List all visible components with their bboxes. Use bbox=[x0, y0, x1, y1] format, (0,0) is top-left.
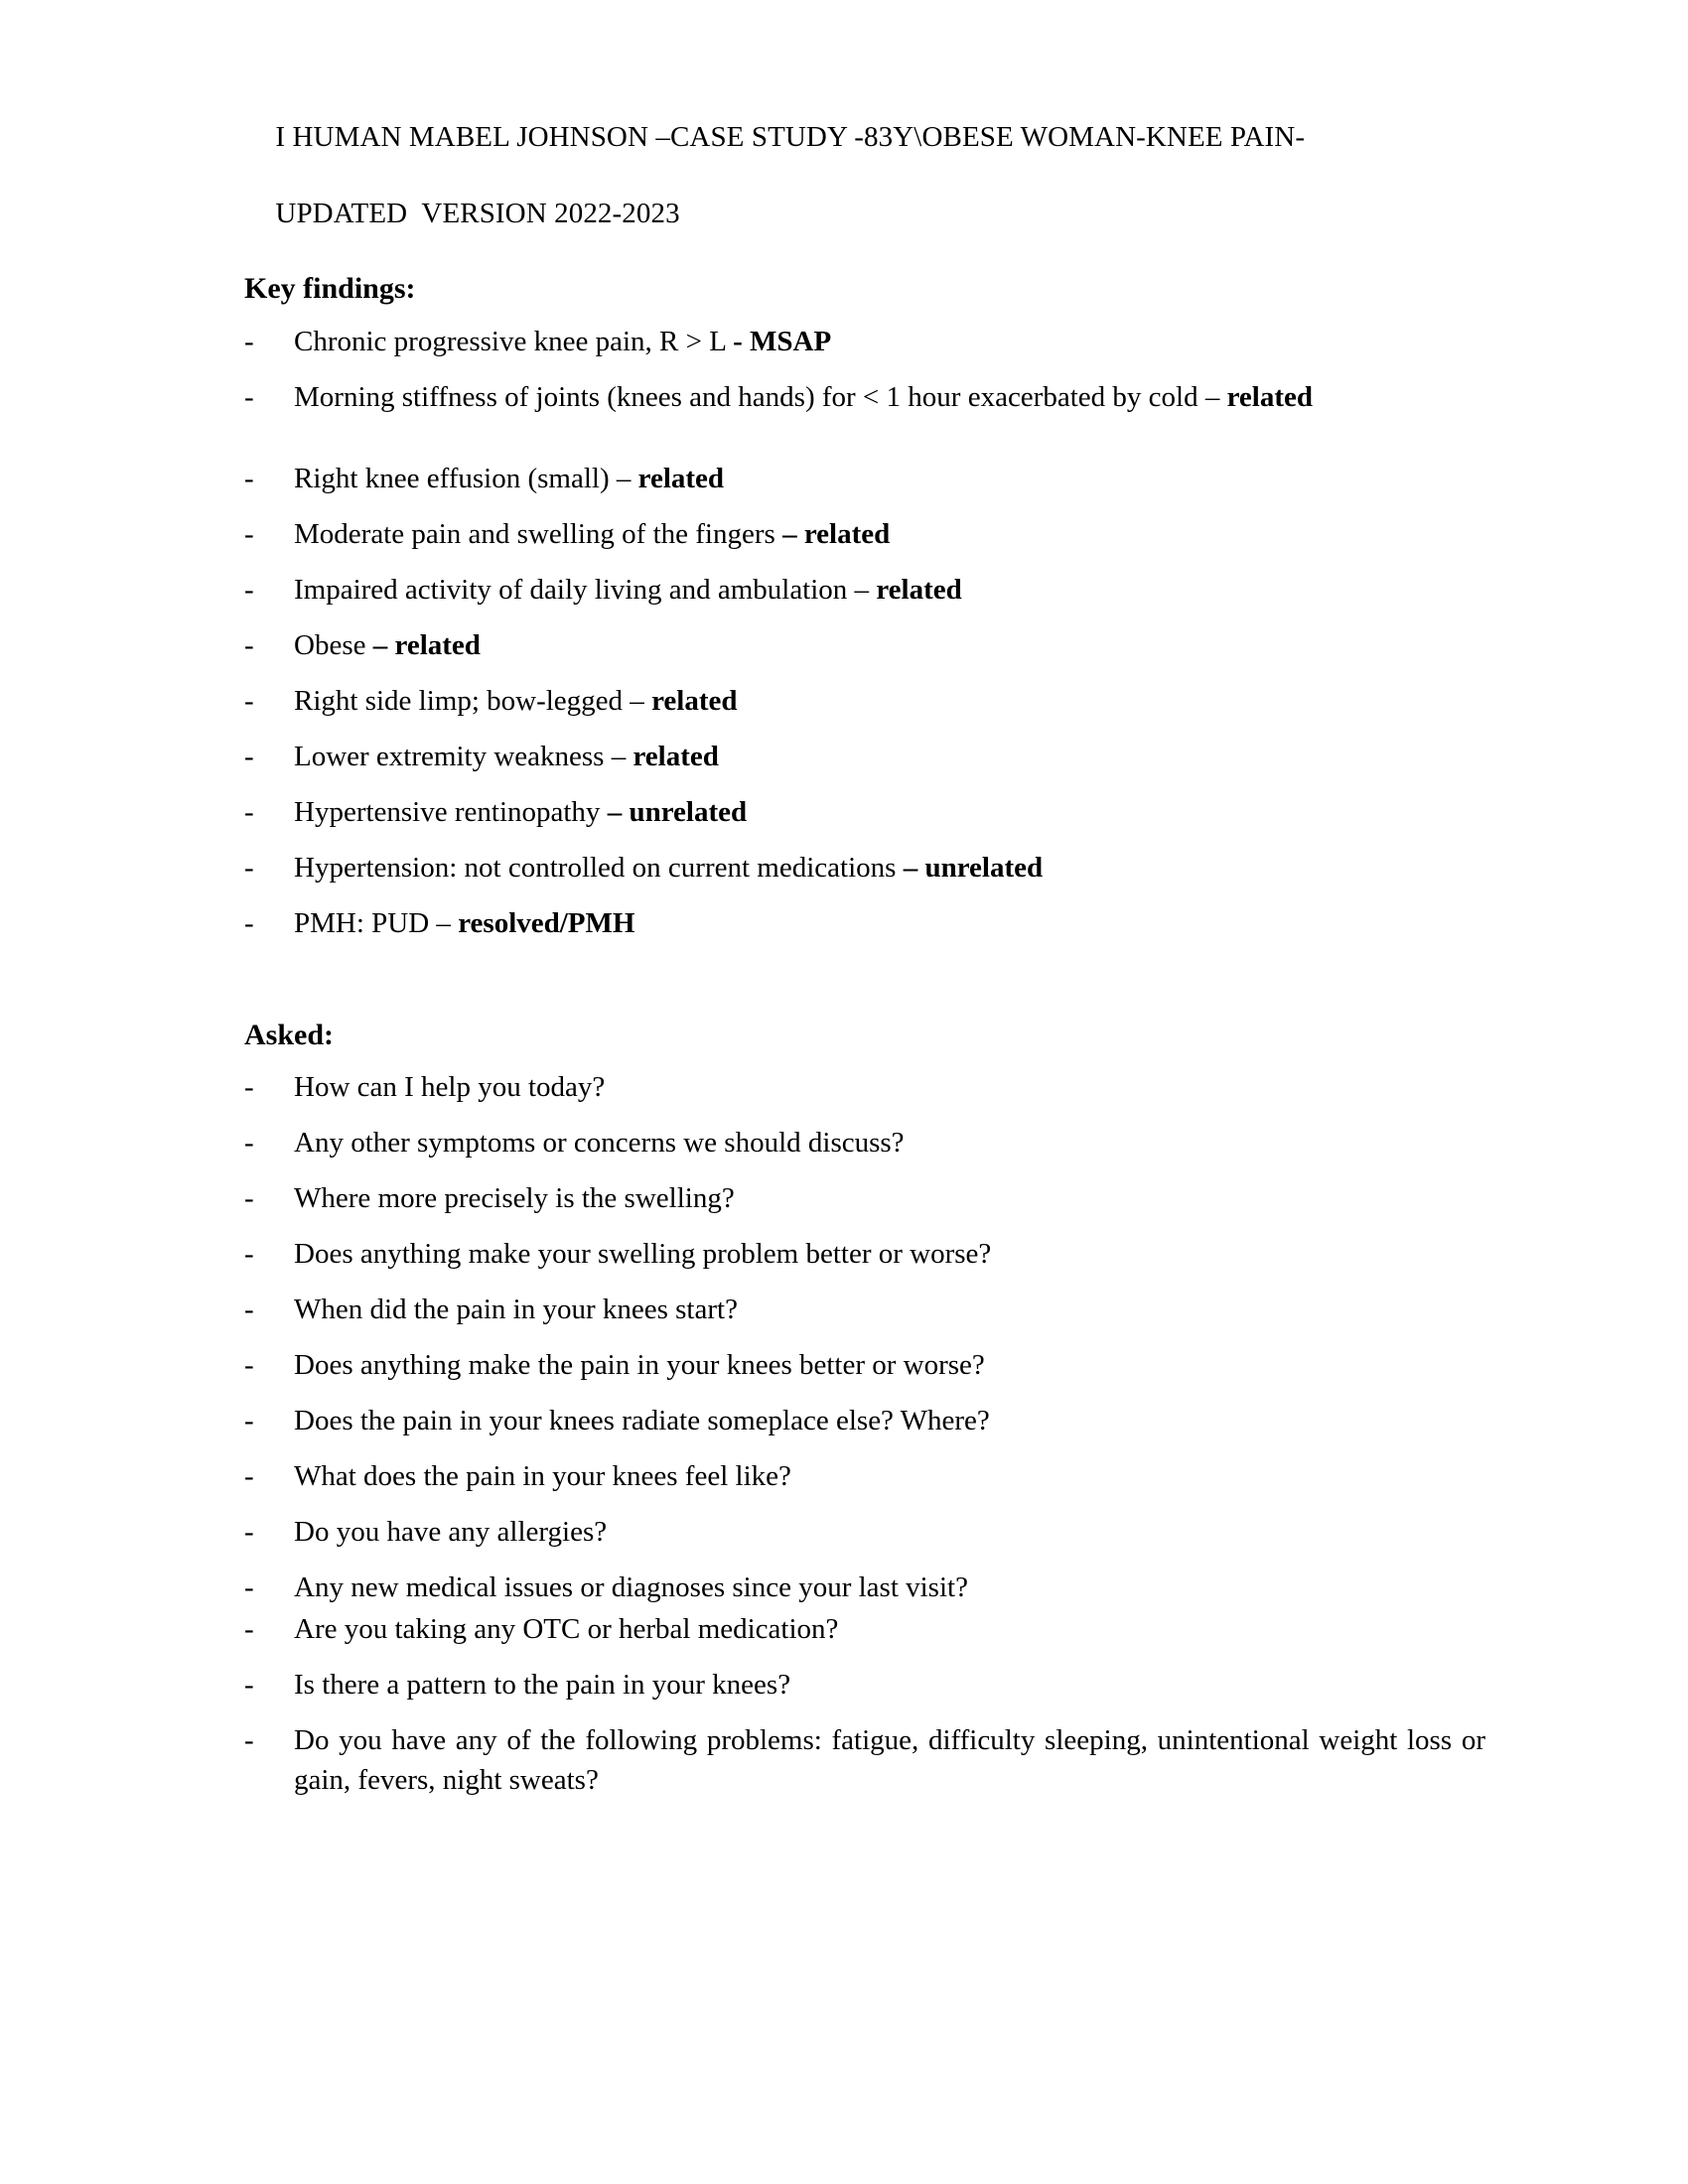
bullet-dash-icon: - bbox=[244, 1405, 254, 1437]
finding-description: Lower extremity weakness – bbox=[294, 740, 633, 772]
asked-question-text: What does the pain in your knees feel like? bbox=[294, 1460, 791, 1493]
key-findings-section bbox=[244, 270, 1485, 943]
asked-question-text: Any other symptoms or concerns we should discuss? bbox=[294, 1127, 905, 1160]
bullet-dash-icon: - bbox=[244, 1127, 254, 1160]
bullet-dash-icon: - bbox=[244, 517, 254, 550]
bullet-dash-icon: - bbox=[244, 795, 254, 828]
bullet-dash-icon: - bbox=[244, 628, 254, 661]
bullet-dash-icon: - bbox=[244, 1571, 254, 1604]
document-header-line-2: UPDATED VERSION 2022-2023 bbox=[275, 197, 680, 229]
key-finding-item bbox=[244, 903, 1485, 943]
bullet-dash-icon: - bbox=[244, 1460, 254, 1493]
finding-classification: – related bbox=[372, 628, 481, 661]
finding-description: Morning stiffness of joints (knees and hands) for < 1 hour exacerbated by cold – bbox=[294, 380, 1227, 413]
key-finding-text bbox=[294, 322, 1485, 361]
bullet-dash-icon: - bbox=[244, 573, 254, 606]
asked-question-item bbox=[244, 1609, 1485, 1649]
finding-description: Chronic progressive knee pain, R > L bbox=[294, 325, 734, 357]
key-finding-item bbox=[244, 514, 1485, 554]
finding-classification: related bbox=[633, 740, 719, 772]
finding-description: Impaired activity of daily living and ambulation – bbox=[294, 573, 877, 606]
bullet-dash-icon: - bbox=[244, 1182, 254, 1215]
asked-question-item bbox=[244, 1234, 1485, 1274]
key-finding-text bbox=[294, 792, 1485, 832]
key-finding-text bbox=[294, 459, 1485, 498]
bullet-dash-icon: - bbox=[244, 1349, 254, 1382]
bullet-dash-icon: - bbox=[244, 740, 254, 772]
key-finding-item bbox=[244, 737, 1485, 776]
finding-description: Right knee effusion (small) – bbox=[294, 462, 638, 494]
bullet-dash-icon: - bbox=[244, 1294, 254, 1326]
document-header-line-1: I HUMAN MABEL JOHNSON –CASE STUDY -83Y\OBESE WOMAN-KNEE PAIN- bbox=[275, 120, 1306, 153]
key-finding-text bbox=[294, 681, 1485, 721]
bullet-dash-icon: - bbox=[244, 1238, 254, 1271]
asked-question-item bbox=[244, 1067, 1485, 1107]
document-header bbox=[246, 79, 1477, 271]
key-finding-item bbox=[244, 848, 1485, 887]
finding-description: Moderate pain and swelling of the fingers bbox=[294, 517, 783, 550]
key-finding-text bbox=[294, 625, 1485, 665]
finding-classification: – unrelated bbox=[607, 795, 748, 828]
bullet-dash-icon: - bbox=[244, 325, 254, 357]
key-finding-item bbox=[244, 459, 1485, 498]
asked-question-item bbox=[244, 1401, 1485, 1440]
key-finding-item bbox=[244, 681, 1485, 721]
finding-description: Hypertensive rentinopathy bbox=[294, 795, 608, 828]
asked-question-text: Do you have any of the following problems: fatigue, difficulty sleeping, unintentional weight loss or gain, fevers, night sweats? bbox=[294, 1724, 1485, 1797]
asked-question-item bbox=[244, 1720, 1485, 1800]
asked-question-item bbox=[244, 1512, 1485, 1552]
asked-question-item bbox=[244, 1456, 1485, 1496]
finding-description: Hypertension: not controlled on current medications bbox=[294, 851, 904, 884]
asked-question-text: Is there a pattern to the pain in your knees? bbox=[294, 1669, 791, 1702]
asked-question-text: Are you taking any OTC or herbal medication? bbox=[294, 1613, 839, 1646]
finding-description: Obese bbox=[294, 628, 373, 661]
finding-classification: related bbox=[876, 573, 962, 606]
asked-question-text: Where more precisely is the swelling? bbox=[294, 1182, 735, 1215]
asked-question-item bbox=[244, 1345, 1485, 1385]
bullet-dash-icon: - bbox=[244, 1613, 254, 1646]
finding-classification: related bbox=[1226, 380, 1314, 413]
key-finding-item bbox=[244, 625, 1485, 665]
bullet-dash-icon: - bbox=[244, 1724, 254, 1757]
finding-classification: related bbox=[637, 462, 725, 494]
asked-question-item bbox=[244, 1178, 1485, 1218]
asked-question-item bbox=[244, 1290, 1485, 1329]
asked-question-item bbox=[244, 1123, 1485, 1162]
finding-description: Right side limp; bow-legged – bbox=[294, 684, 652, 717]
finding-classification: – related bbox=[782, 517, 891, 550]
bullet-dash-icon: - bbox=[244, 1516, 254, 1549]
bullet-dash-icon: - bbox=[244, 380, 254, 413]
key-finding-item bbox=[244, 377, 1485, 417]
bullet-dash-icon: - bbox=[244, 684, 254, 717]
key-findings-list bbox=[244, 322, 1485, 943]
asked-question-item bbox=[244, 1665, 1485, 1705]
key-finding-text bbox=[294, 570, 1485, 610]
key-finding-item bbox=[244, 792, 1485, 832]
asked-question-text: When did the pain in your knees start? bbox=[294, 1294, 738, 1326]
key-finding-item bbox=[244, 322, 1485, 361]
asked-question-text: Any new medical issues or diagnoses since your last visit? bbox=[294, 1571, 968, 1604]
finding-classification: – unrelated bbox=[903, 851, 1044, 884]
asked-question-text: How can I help you today? bbox=[294, 1071, 606, 1104]
bullet-dash-icon: - bbox=[244, 462, 254, 494]
finding-classification: resolved/PMH bbox=[458, 906, 635, 939]
key-finding-text bbox=[294, 848, 1485, 887]
bullet-dash-icon: - bbox=[244, 1669, 254, 1702]
bullet-dash-icon: - bbox=[244, 1071, 254, 1104]
asked-question-text: Do you have any allergies? bbox=[294, 1516, 608, 1549]
asked-question-text: Does anything make your swelling problem better or worse? bbox=[294, 1238, 992, 1271]
finding-classification: related bbox=[651, 684, 738, 717]
asked-heading: Asked: bbox=[244, 1018, 335, 1051]
key-finding-item bbox=[244, 570, 1485, 610]
bullet-dash-icon: - bbox=[244, 851, 254, 884]
document-body bbox=[244, 270, 1485, 1816]
asked-section bbox=[244, 1017, 1485, 1801]
finding-description: PMH: PUD – bbox=[294, 906, 459, 939]
asked-question-text: Does anything make the pain in your knees better or worse? bbox=[294, 1349, 985, 1382]
finding-classification: - MSAP bbox=[733, 325, 832, 357]
key-finding-text bbox=[294, 903, 1485, 943]
key-finding-text bbox=[294, 377, 1485, 417]
key-findings-heading: Key findings: bbox=[244, 272, 416, 305]
asked-question-item bbox=[244, 1568, 1485, 1607]
key-finding-text bbox=[294, 737, 1485, 776]
asked-list bbox=[244, 1067, 1485, 1800]
asked-question-text: Does the pain in your knees radiate someplace else? Where? bbox=[294, 1405, 990, 1437]
bullet-dash-icon: - bbox=[244, 906, 254, 939]
key-finding-text bbox=[294, 514, 1485, 554]
